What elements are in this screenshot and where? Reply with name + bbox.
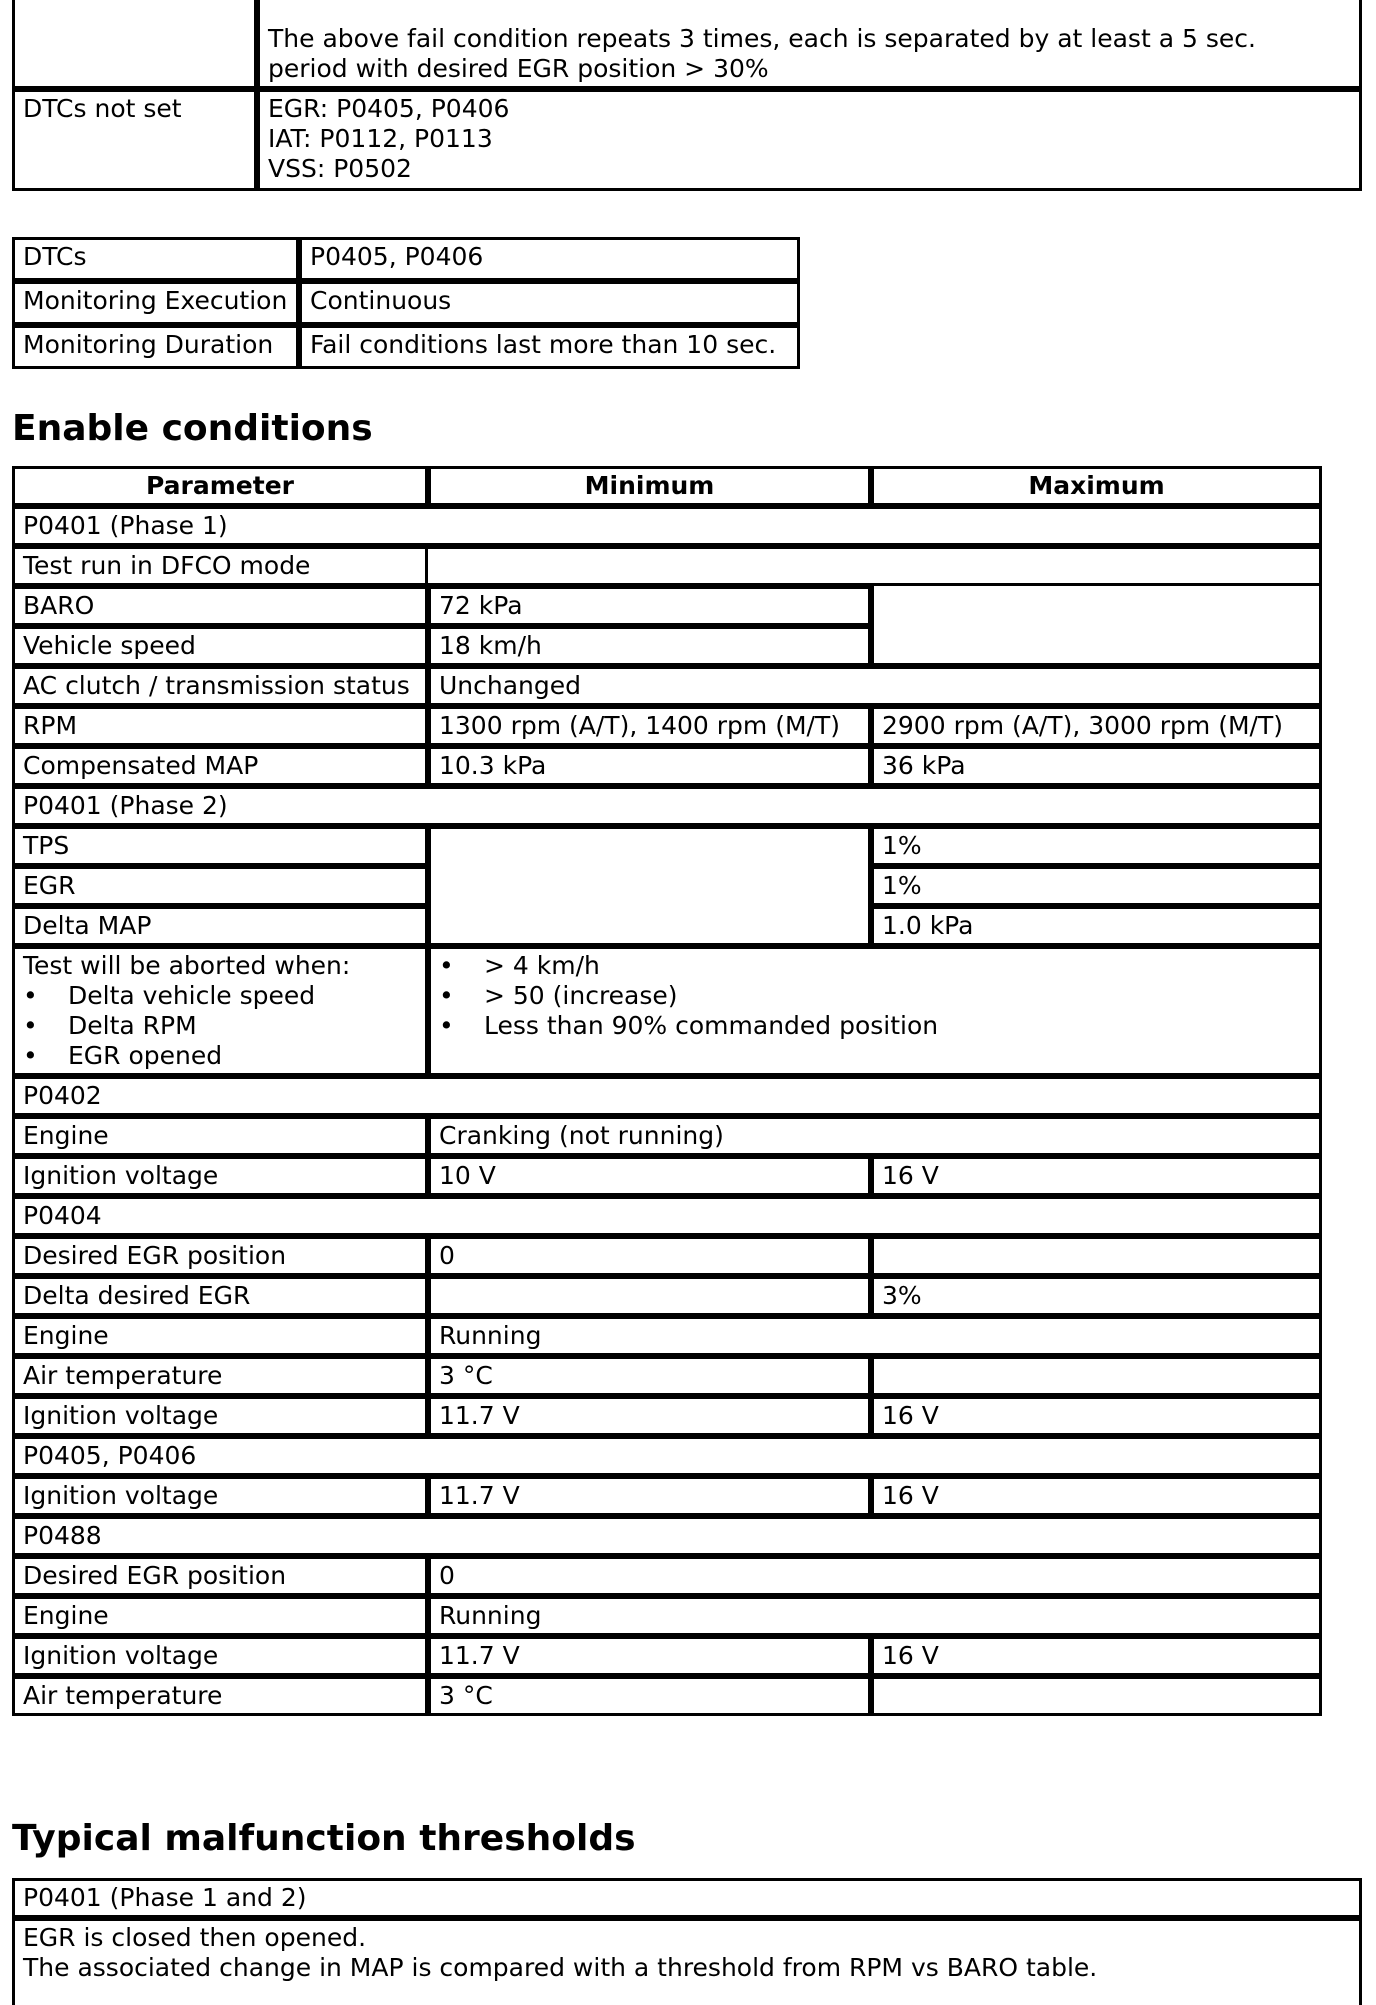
p0488-ignition-max: 16 V — [871, 1636, 1322, 1676]
rpm-label: RPM — [12, 706, 428, 746]
table-row — [12, 826, 1322, 866]
table-row — [12, 1556, 1322, 1596]
p0405-ignition-min: 11.7 V — [428, 1476, 871, 1516]
maximum-header: Maximum — [871, 466, 1322, 506]
dtcs-label: DTCs — [12, 237, 299, 281]
ac-clutch-value: Unchanged — [428, 666, 1322, 706]
section-row — [12, 1516, 1322, 1556]
table-row — [12, 237, 800, 281]
p0404-ignition-max: 16 V — [871, 1396, 1322, 1436]
tps-label: TPS — [12, 826, 428, 866]
dtcs-value: P0405, P0406 — [299, 237, 800, 281]
table-row — [12, 666, 1322, 706]
compensated-map-min: 10.3 kPa — [428, 746, 871, 786]
thresholds-table — [12, 1878, 1362, 2005]
p0402-ignition-min: 10 V — [428, 1156, 871, 1196]
p0402-engine-value: Cranking (not running) — [428, 1116, 1322, 1156]
rpm-max: 2900 rpm (A/T), 3000 rpm (M/T) — [871, 706, 1322, 746]
table-row — [12, 546, 1322, 586]
list-item: • > 4 km/h — [439, 951, 600, 980]
table-row — [12, 946, 1322, 1076]
table-row — [12, 89, 1362, 191]
section-p0401-phase1-2: P0401 (Phase 1 and 2) — [12, 1878, 1362, 1918]
delta-map-label: Delta MAP — [12, 906, 428, 946]
vehicle-speed-min: 18 km/h — [428, 626, 871, 666]
minimum-header: Minimum — [428, 466, 871, 506]
table-row — [12, 1396, 1322, 1436]
p0404-ignition-label: Ignition voltage — [12, 1396, 428, 1436]
p0404-delta-egr-label: Delta desired EGR — [12, 1276, 428, 1316]
parameter-header: Parameter — [12, 466, 428, 506]
list-item: • Less than 90% commanded position — [439, 1011, 939, 1040]
compensated-map-max: 36 kPa — [871, 746, 1322, 786]
table-row — [12, 1596, 1322, 1636]
monitoring-duration-value: Fail conditions last more than 10 sec. — [299, 325, 800, 369]
dtcs-not-set-label: DTCs not set — [12, 89, 257, 191]
fail-condition-table — [12, 0, 1362, 191]
baro-label: BARO — [12, 586, 428, 626]
section-row — [12, 1076, 1322, 1116]
p0405-ignition-max: 16 V — [871, 1476, 1322, 1516]
p0402-ignition-label: Ignition voltage — [12, 1156, 428, 1196]
p0404-desired-egr-min: 0 — [428, 1236, 871, 1276]
rpm-min: 1300 rpm (A/T), 1400 rpm (M/T) — [428, 706, 871, 746]
table-row — [12, 1316, 1322, 1356]
section-row — [12, 1878, 1362, 1918]
enable-conditions-heading: Enable conditions — [12, 408, 373, 449]
section-p0404: P0404 — [12, 1196, 1322, 1236]
table-row — [12, 1156, 1322, 1196]
p0488-engine-value: Running — [428, 1596, 1322, 1636]
p0404-air-temp-min: 3 °C — [428, 1356, 871, 1396]
p0488-desired-egr-value: 0 — [428, 1556, 1322, 1596]
abort-conditions: Test will be aborted when: • Delta vehicle speed • Delta RPM • EGR opened — [12, 946, 428, 1076]
table-row — [12, 1636, 1322, 1676]
section-row — [12, 1196, 1322, 1236]
p0404-desired-egr-label: Desired EGR position — [12, 1236, 428, 1276]
p0404-ignition-min: 11.7 V — [428, 1396, 871, 1436]
tps-max: 1% — [871, 826, 1322, 866]
abort-values — [428, 946, 1322, 1076]
section-row — [12, 786, 1322, 826]
list-item: • Delta vehicle speed — [23, 981, 316, 1010]
p0404-air-temp-label: Air temperature — [12, 1356, 428, 1396]
compensated-map-label: Compensated MAP — [12, 746, 428, 786]
baro-min: 72 kPa — [428, 586, 871, 626]
section-p0402: P0402 — [12, 1076, 1322, 1116]
dfco-label: Test run in DFCO mode — [12, 546, 428, 586]
table-row — [12, 1476, 1322, 1516]
enable-conditions-table — [12, 466, 1322, 1716]
table-row — [12, 1676, 1322, 1716]
section-p0405-p0406: P0405, P0406 — [12, 1436, 1322, 1476]
list-item: • > 50 (increase) — [439, 981, 678, 1010]
list-item: • Delta RPM — [23, 1011, 197, 1040]
p0488-desired-egr-label: Desired EGR position — [12, 1556, 428, 1596]
table-row — [12, 325, 800, 369]
fail-condition-text: The above fail condition repeats 3 times, each is separated by at least a 5 sec. period with desired EGR position > 30% — [257, 0, 1362, 89]
monitoring-execution-label: Monitoring Execution — [12, 281, 299, 325]
p0488-air-temp-label: Air temperature — [12, 1676, 428, 1716]
dtcs-not-set-value: EGR: P0405, P0406 IAT: P0112, P0113 VSS: P0502 — [257, 89, 1362, 191]
egr-max: 1% — [871, 866, 1322, 906]
section-row — [12, 506, 1322, 546]
monitoring-summary-table — [12, 237, 800, 369]
egr-label: EGR — [12, 866, 428, 906]
p0488-ignition-label: Ignition voltage — [12, 1636, 428, 1676]
table-row — [12, 281, 800, 325]
threshold-description: EGR is closed then opened. The associated change in MAP is compared with a threshold from RPM vs BARO table. — [12, 1918, 1362, 2005]
section-p0401-phase1: P0401 (Phase 1) — [12, 506, 1322, 546]
monitoring-duration-label: Monitoring Duration — [12, 325, 299, 369]
list-item: • EGR opened — [23, 1041, 223, 1070]
monitoring-execution-value: Continuous — [299, 281, 800, 325]
ac-clutch-label: AC clutch / transmission status — [12, 666, 428, 706]
p0404-engine-label: Engine — [12, 1316, 428, 1356]
vehicle-speed-label: Vehicle speed — [12, 626, 428, 666]
table-row — [12, 1236, 1322, 1276]
p0405-ignition-label: Ignition voltage — [12, 1476, 428, 1516]
delta-map-max: 1.0 kPa — [871, 906, 1322, 946]
header-row — [12, 466, 1322, 506]
table-row — [12, 746, 1322, 786]
p0488-ignition-min: 11.7 V — [428, 1636, 871, 1676]
p0402-engine-label: Engine — [12, 1116, 428, 1156]
table-row — [12, 1356, 1322, 1396]
table-row — [12, 1276, 1322, 1316]
p0488-air-temp-min: 3 °C — [428, 1676, 871, 1716]
section-row — [12, 1436, 1322, 1476]
section-p0488: P0488 — [12, 1516, 1322, 1556]
table-row — [12, 0, 1362, 89]
p0404-delta-egr-max: 3% — [871, 1276, 1322, 1316]
table-row — [12, 1918, 1362, 2005]
malfunction-thresholds-heading: Typical malfunction thresholds — [12, 1818, 636, 1859]
p0402-ignition-max: 16 V — [871, 1156, 1322, 1196]
p0404-engine-value: Running — [428, 1316, 1322, 1356]
p0488-engine-label: Engine — [12, 1596, 428, 1636]
table-row — [12, 1116, 1322, 1156]
section-p0401-phase2: P0401 (Phase 2) — [12, 786, 1322, 826]
table-row — [12, 706, 1322, 746]
